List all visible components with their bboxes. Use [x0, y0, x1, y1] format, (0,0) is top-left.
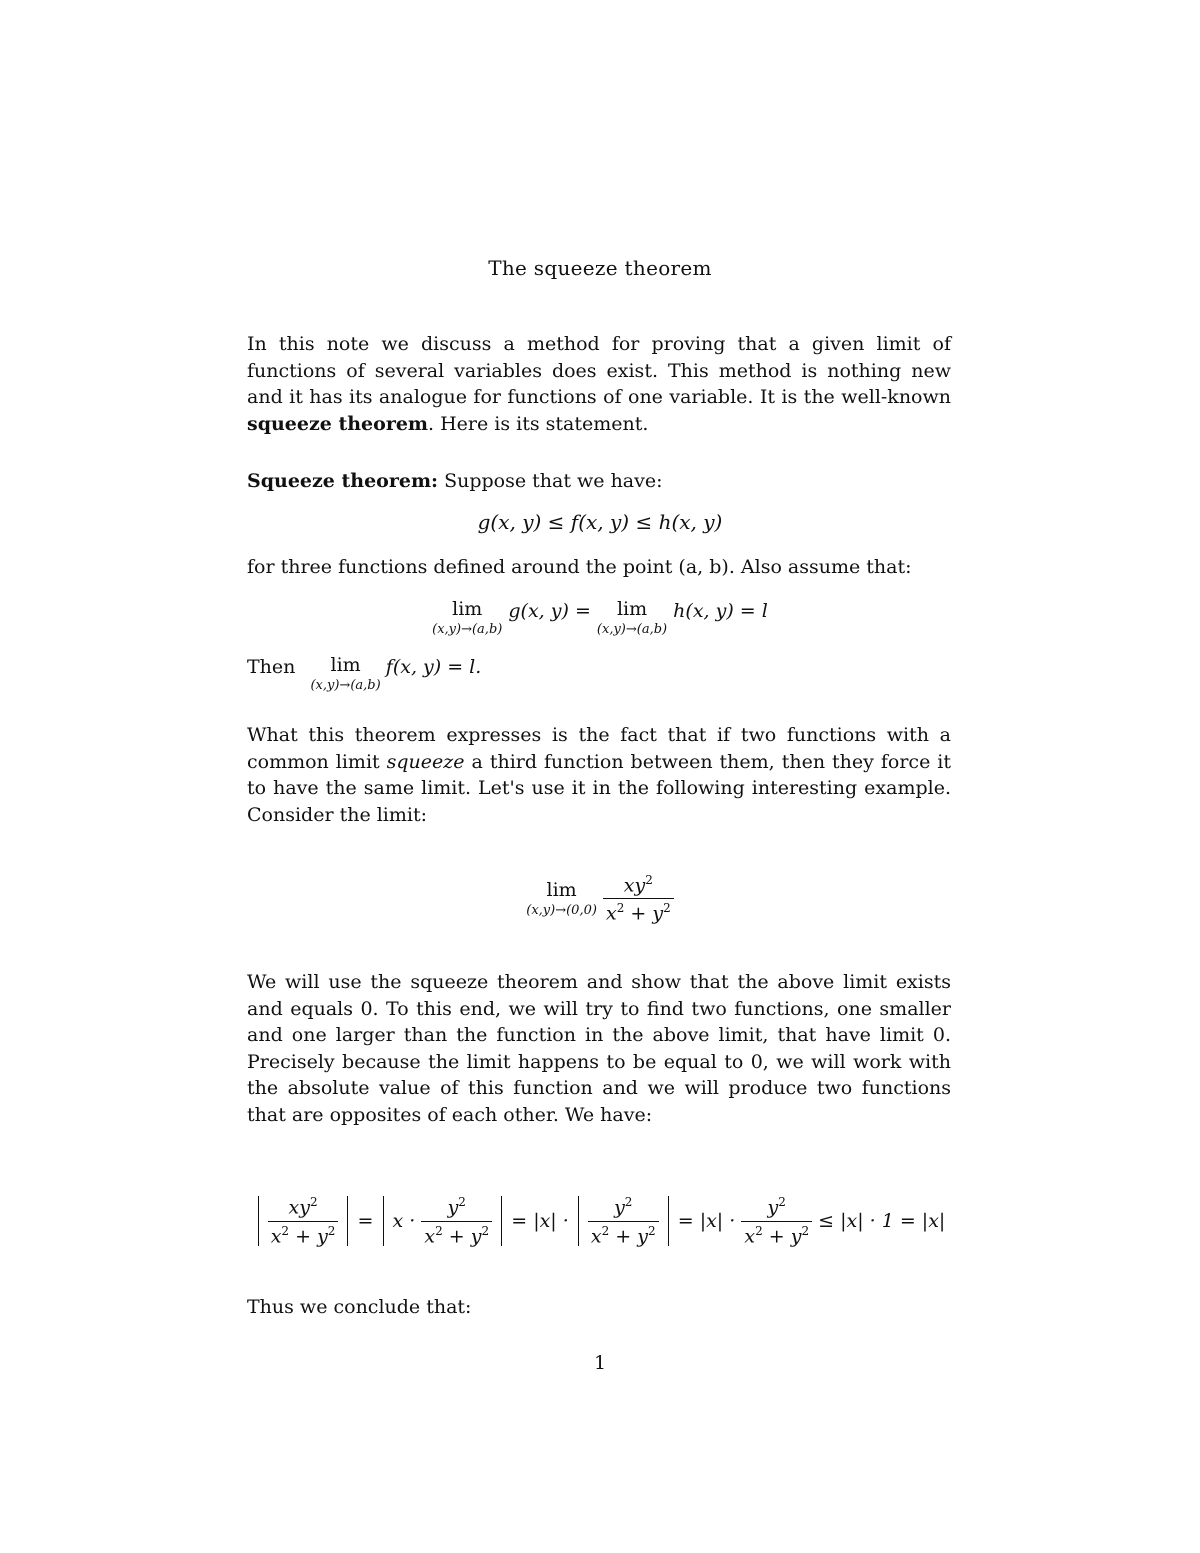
- chain-fraction-4: $\frac{y^2}{x^2 + y^2}$: [741, 1196, 812, 1246]
- chain-fraction-1: $\frac{xy^2}{x^2 + y^2}$: [268, 1196, 339, 1246]
- h-expression: h(x, y) = l: [673, 600, 768, 622]
- limit-h: lim (x,y)→(a,b): [596, 598, 668, 637]
- chain-fraction-3: $\frac{y^2}{x^2 + y^2}$: [588, 1196, 659, 1246]
- example-fraction: $\frac{xy^2}{x^2 + y^2}$: [603, 874, 674, 924]
- theorem-heading: [247, 468, 951, 495]
- explanation-paragraph: What this theorem expresses is the fact that if two functions with a common limit squeeze a third function between them, then they force it to have the same limit. Let's use it in the following interesting example. Consider the limit:: [247, 724, 952, 826]
- theorem-conclusion: [247, 656, 951, 692]
- intro-text-1: In this note we discuss a method for proving that a given limit of functions of several variables does exist. This method is nothing new and it has its analogue for functions of one variable. It is the well-known: [247, 333, 951, 408]
- example-limit: [0, 874, 1200, 924]
- theorem-limit-equation: [0, 600, 1200, 636]
- chain-fraction-2: $\frac{y^2}{x^2 + y^2}$: [421, 1196, 492, 1246]
- then-word: Then: [247, 656, 296, 678]
- theorem-lead: Suppose that we have:: [438, 470, 663, 492]
- approach-paragraph: We will use the squeeze theorem and show that the above limit exists and equals 0. To this end, we will try to find two functions, one smaller and one larger than the function in the above limit, that have limit 0. Precisely because the limit happens to be equal to 0, we will work with the absolute value of this function and we will produce two functions that are opposites of each other. We have:: [247, 971, 951, 1126]
- page-title: The squeeze theorem: [488, 256, 712, 280]
- intro-bold-term: squeeze theorem: [247, 412, 429, 435]
- theorem-assumption: for three functions defined around the point (a, b). Also assume that:: [247, 556, 912, 578]
- theorem-label: Squeeze theorem:: [247, 470, 439, 492]
- example-lim: lim (x,y)→(0,0): [526, 878, 597, 918]
- f-expression: f(x, y) = l.: [385, 656, 482, 678]
- intro-paragraph: [247, 331, 951, 437]
- squeeze-italic: squeeze: [386, 750, 465, 773]
- limit-g: lim (x,y)→(a,b): [432, 598, 503, 637]
- intro-text-2: . Here is its statement.: [428, 412, 649, 435]
- g-expression: g(x, y) =: [508, 600, 591, 622]
- inequality-chain: $\frac{xy^2}{x^2 + y^2}$ = x · $\frac{y^2}{x^2 + y^2}$ = |x| · $\frac{y^2}{x^2 + y^2}$ = |x| · $\frac{y^2}{x^2 + y^2}$ ≤ |x| · 1 = |x|: [0, 1196, 1200, 1246]
- theorem-inequality: g(x, y) ≤ f(x, y) ≤ h(x, y): [477, 510, 723, 534]
- conclusion-line: Thus we conclude that:: [247, 1296, 472, 1318]
- limit-f: lim (x,y)→(a,b): [310, 654, 381, 693]
- page-number: 1: [593, 1352, 607, 1374]
